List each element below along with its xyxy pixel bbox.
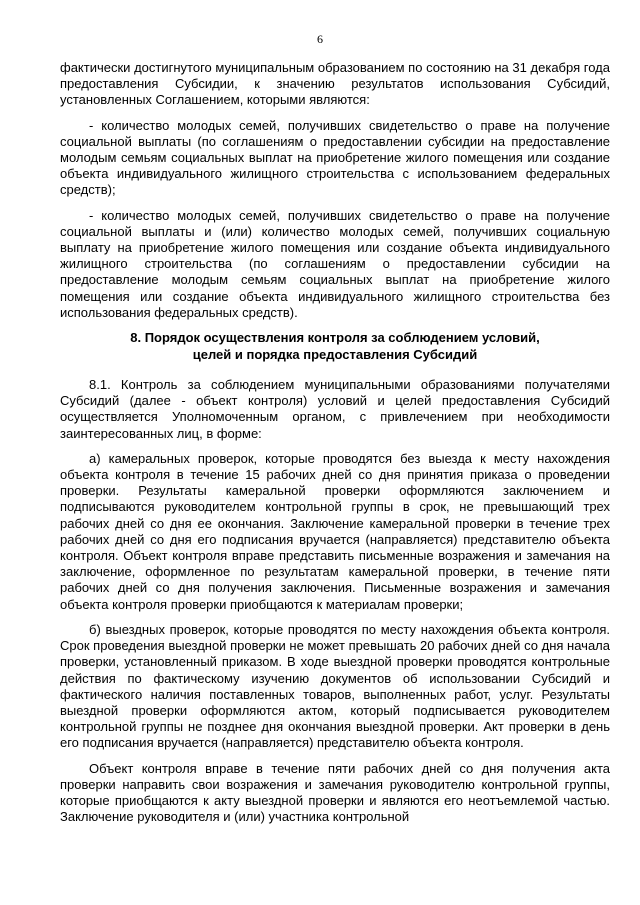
paragraph-bullet-federal: - количество молодых семей, получивших свидетельство о праве на получение социальной выплаты (по соглашениям о предоставлении субсидии на предоставление молодым семьям социальных выплат на приобретение жилого помещения или создание объекта индивидуального жилищного строительства с использованием федеральных средств); xyxy=(60,117,610,198)
section-heading-line-2: целей и порядка предоставления Субсидий xyxy=(192,346,478,362)
section-heading xyxy=(60,330,610,363)
paragraph-bullet-nonfederal: - количество молодых семей, получивших свидетельство о праве на получение социальной выплаты и (или) количество молодых семей, получивших социальную выплату на приобретение жилого помещения или создание объекта индивидуального жилищного строительства (по соглашениям о предоставлении субсидии на предоставление молодым семьям социальных выплат на приобретение жилого помещения или создание объекта индивидуального жилищного строительства без использования федеральных средств). xyxy=(60,207,610,320)
section-heading-line-1: 8. Порядок осуществления контроля за соблюдением условий, xyxy=(130,330,540,346)
paragraph-8-1: 8.1. Контроль за соблюдением муниципальными образованиями получателями Субсидий (далее - объект контроля) условий и целей предоставления Субсидий осуществляется Уполномоченным органом, с привлечением при необходимости заинтересованных лиц, в форме: xyxy=(60,377,610,441)
paragraph-item-a: а) камеральных проверок, которые проводятся без выезда к месту нахождения объекта контроля в течение 15 рабочих дней со дня принятия приказа о проведении проверки. Результаты камеральной проверки оформляются заключением и подписываются руководителем контрольной группы в срок, не превышающий трех рабочих дней со дня ее окончания. Заключение камеральной проверки в течение трех рабочих дней со дня его подписания вручается (направляется) представителю объекта контроля. Объект контроля вправе представить письменные возражения и замечания на заключение, оформленное по результатам камеральной проверки, в течение пяти рабочих дней со дня получения заключения. Письменные возражения и замечания объекта контроля проверки приобщаются к материалам проверки; xyxy=(60,450,610,612)
paragraph-continuation: фактически достигнутого муниципальным образованием по состоянию на 31 декабря года предоставления Субсидии, к значению результатов использования Субсидий, установленных Соглашением, которыми являются: xyxy=(60,60,610,108)
paragraph-item-b: б) выездных проверок, которые проводятся по месту нахождения объекта контроля. Срок проведения выездной проверки не может превышать 20 рабочих дней со дня начала проверки, установленный приказом. В ходе выездной проверки проводятся контрольные действия по фактическому изучению документов об использовании Субсидий и фактического наличия поставленных товаров, выполненных работ, услуг. Результаты выездной проверки оформляются актом, который подписывается руководителем контрольной группы не позднее дня окончания выездной проверки. Акт проверки в день его подписания вручается (направляется) представителю объекта контроля. xyxy=(60,621,610,751)
paragraph-objections: Объект контроля вправе в течение пяти рабочих дней со дня получения акта проверки направить свои возражения и замечания руководителю контрольной группы, которые приобщаются к акту выездной проверки и являются его неотъемлемой частью. Заключение руководителя и (или) участника контрольной xyxy=(60,760,610,825)
page-number: 6 xyxy=(317,32,323,46)
document-body xyxy=(60,60,610,834)
